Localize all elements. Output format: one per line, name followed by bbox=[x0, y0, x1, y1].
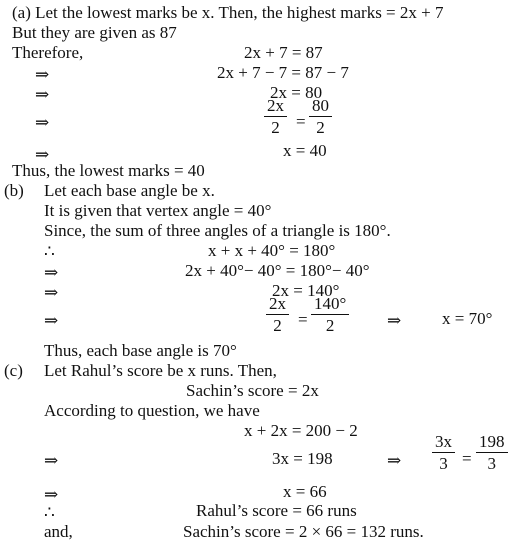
part-a-fraction-right bbox=[309, 97, 332, 136]
part-a-eq1: 2x + 7 = 87 bbox=[244, 43, 323, 62]
therefore-symbol: ∴ bbox=[44, 503, 55, 522]
part-b-line1: Let each base angle be x. bbox=[44, 181, 215, 200]
fraction-denominator: 3 bbox=[487, 454, 496, 473]
part-c-eq2: 3x = 198 bbox=[272, 449, 333, 468]
part-c-sachin-def: Sachin’s score = 2x bbox=[186, 381, 319, 400]
part-a-conclusion: Thus, the lowest marks = 40 bbox=[12, 161, 205, 180]
fraction-numerator: 80 bbox=[309, 97, 332, 117]
fraction-numerator: 2x bbox=[266, 295, 289, 315]
part-a-eq3: 2x = 80 bbox=[270, 83, 323, 102]
part-c-rahul-score: Rahul’s score = 66 runs bbox=[196, 501, 357, 520]
part-a-eq5: x = 40 bbox=[283, 141, 327, 160]
part-a-line1: (a) Let the lowest marks be x. Then, the highest marks = 2x + 7 bbox=[12, 3, 444, 22]
fraction-denominator: 2 bbox=[271, 118, 280, 137]
fraction-numerator: 140° bbox=[311, 295, 349, 315]
part-c-eq3: x = 66 bbox=[283, 482, 327, 501]
implies-symbol: ⇒ bbox=[35, 113, 50, 132]
part-b-eq5: x = 70° bbox=[442, 309, 493, 328]
implies-symbol: ⇒ bbox=[387, 311, 402, 330]
fraction-numerator: 2x bbox=[264, 97, 287, 117]
part-a-line2: But they are given as 87 bbox=[12, 23, 177, 42]
implies-symbol: ⇒ bbox=[387, 451, 402, 470]
implies-symbol: ⇒ bbox=[44, 451, 59, 470]
therefore-symbol: ∴ bbox=[44, 242, 55, 261]
fraction-denominator: 2 bbox=[273, 316, 282, 335]
part-c-eq1: x + 2x = 200 − 2 bbox=[244, 421, 358, 440]
equals-sign: = bbox=[298, 310, 308, 329]
fraction-denominator: 2 bbox=[325, 316, 335, 335]
equals-sign: = bbox=[462, 449, 472, 468]
equals-sign: = bbox=[296, 112, 306, 131]
part-a-therefore-label: Therefore, bbox=[12, 43, 84, 62]
fraction-denominator: 3 bbox=[439, 454, 448, 473]
implies-symbol: ⇒ bbox=[44, 283, 59, 302]
part-b-fraction-right bbox=[311, 295, 349, 334]
part-b-line3: Since, the sum of three angles of a triangle is 180°. bbox=[44, 221, 391, 240]
part-c-fraction-right bbox=[476, 433, 508, 472]
part-c-and-label: and, bbox=[44, 522, 73, 541]
fraction-numerator: 3x bbox=[432, 433, 455, 453]
part-b-eq1: x + x + 40° = 180° bbox=[208, 241, 336, 260]
part-c-fraction-left bbox=[432, 433, 455, 472]
part-b-eq2: 2x + 40°− 40° = 180°− 40° bbox=[185, 261, 370, 280]
part-b-eq3: 2x = 140° bbox=[272, 281, 340, 300]
part-b-conclusion: Thus, each base angle is 70° bbox=[44, 341, 237, 360]
implies-symbol: ⇒ bbox=[35, 145, 50, 164]
implies-symbol: ⇒ bbox=[35, 85, 50, 104]
implies-symbol: ⇒ bbox=[44, 485, 59, 504]
part-c-line1: Let Rahul’s score be x runs. Then, bbox=[44, 361, 277, 380]
fraction-denominator: 2 bbox=[316, 118, 325, 137]
part-b-line2: It is given that vertex angle = 40° bbox=[44, 201, 272, 220]
fraction-numerator: 198 bbox=[476, 433, 508, 453]
part-b-fraction-left bbox=[266, 295, 289, 334]
part-c-according: According to question, we have bbox=[44, 401, 260, 420]
part-a-fraction-left bbox=[264, 97, 287, 136]
part-c-label: (c) bbox=[4, 361, 23, 380]
implies-symbol: ⇒ bbox=[44, 263, 59, 282]
implies-symbol: ⇒ bbox=[35, 65, 50, 84]
part-b-label: (b) bbox=[4, 181, 24, 200]
part-c-sachin-score: Sachin’s score = 2 × 66 = 132 runs. bbox=[183, 522, 424, 541]
part-a-eq2: 2x + 7 − 7 = 87 − 7 bbox=[217, 63, 349, 82]
implies-symbol: ⇒ bbox=[44, 311, 59, 330]
